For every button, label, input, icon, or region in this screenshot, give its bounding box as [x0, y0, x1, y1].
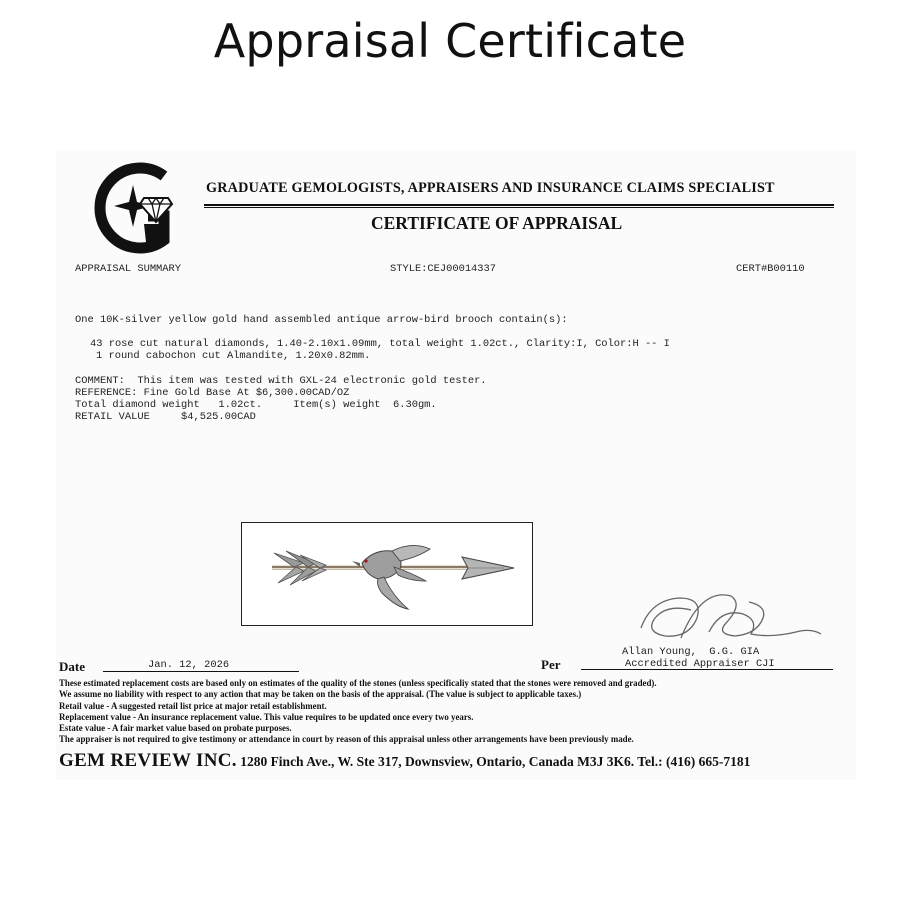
per-label: Per [541, 657, 561, 672]
stone-line-diamonds: 43 rose cut natural diamonds, 1.40-2.10x1.09mm, total weight 1.02ct., Clarity:I, Color:H -- I [90, 338, 670, 350]
title-rule [204, 204, 834, 206]
stone-line-almandite: 1 round cabochon cut Almandite, 1.20x0.82mm. [96, 350, 371, 362]
date-label: Date [59, 659, 85, 674]
fine-print-line: The appraiser is not required to give testimony or attendance in court by reason of this appraisal unless other arrangements have been previously made. [59, 734, 634, 745]
date-value: Jan. 12, 2026 [148, 659, 230, 671]
fine-print-line: We assume no liability with respect to any action that may be taken on the basis of the appraisal. (The value is subject to applicable taxes.) [59, 689, 582, 700]
appraiser-title: Accredited Appraiser CJI [625, 658, 775, 670]
brooch-photo-frame [241, 522, 533, 626]
organization-title: GRADUATE GEMOLOGISTS, APPRAISERS AND INSURANCE CLAIMS SPECIALIST [206, 180, 775, 196]
fine-print [59, 678, 657, 746]
item-description: One 10K-silver yellow gold hand assembled antique arrow-bird brooch contain(s): [75, 314, 568, 326]
company-footer [59, 750, 750, 772]
company-name: GEM REVIEW INC. [59, 750, 237, 771]
arrow-bird-brooch-photo [242, 523, 532, 625]
retail-value-line: RETAIL VALUE $4,525.00CAD [75, 411, 256, 423]
fine-print-line: Estate value - A fair market value based on probate purposes. [59, 723, 292, 734]
style-number: STYLE:CEJ00014337 [390, 263, 497, 275]
appraisal-certificate [56, 150, 856, 780]
fine-print-line: Retail value - A suggested retail list price at major retail establishment. [59, 700, 327, 711]
company-address: 1280 Finch Ave., W. Ste 317, Downsview, Ontario, Canada M3J 3K6. Tel.: (416) 665-7181 [236, 754, 751, 769]
fine-print-line: Replacement value - An insurance replacement value. This value requires to be updated once every two years. [59, 711, 474, 722]
certificate-title: CERTIFICATE OF APPRAISAL [371, 213, 623, 233]
fine-print-line: These estimated replacement costs are based only on estimates of the quality of the stones (unless specificaliy stated that the stones were removed and graded). [59, 678, 657, 688]
page-title: Appraisal Certificate [213, 14, 687, 68]
g-star-diamond-logo-icon [86, 158, 186, 258]
reference-line: REFERENCE: Fine Gold Base At $6,300.00CAD/OZ [75, 387, 350, 399]
comment-line: COMMENT: This item was tested with GXL-24 electronic gold tester. [75, 375, 487, 387]
title-rule-thin [204, 207, 834, 208]
date-line [103, 671, 299, 672]
weights-line: Total diamond weight 1.02ct. Item(s) weight 6.30gm. [75, 399, 437, 411]
appraisal-summary-label: APPRAISAL SUMMARY [75, 263, 182, 275]
appraiser-signature [631, 578, 831, 648]
certificate-number: CERT#B00110 [736, 263, 805, 275]
appraiser-name: Allan Young, G.G. GIA [622, 646, 760, 658]
